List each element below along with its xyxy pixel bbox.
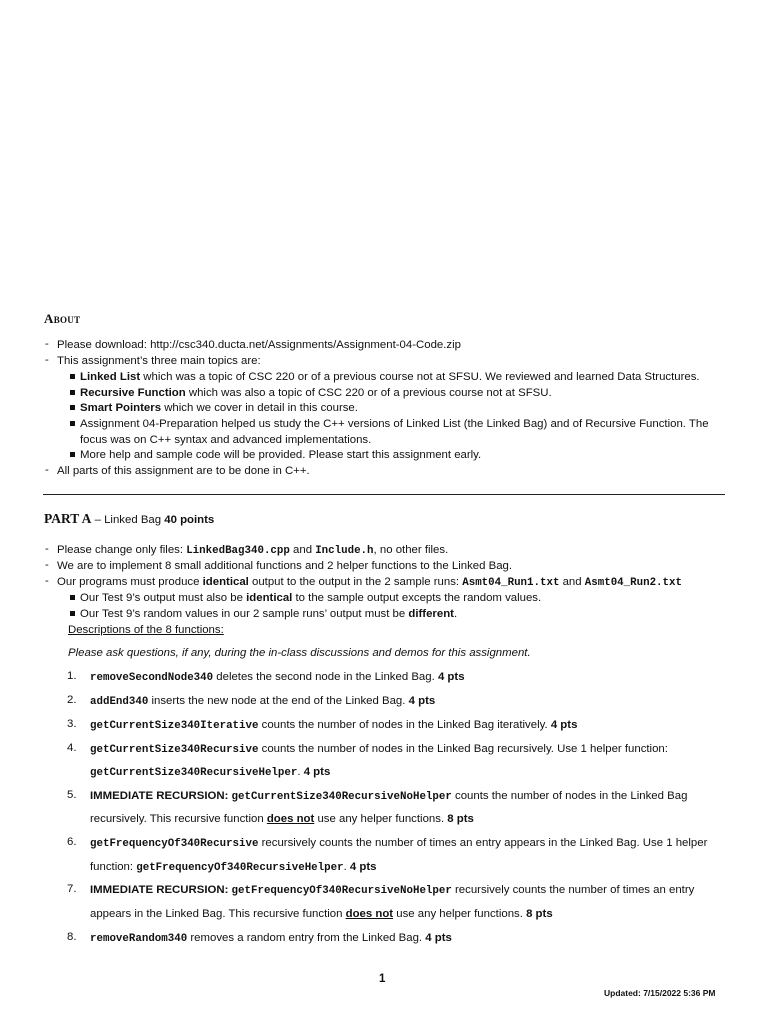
bullet-dash: - xyxy=(45,338,49,350)
function-item: addEnd340 inserts the new node at the end of the Linked Bag. 4 pts xyxy=(90,695,436,708)
page-number: 1 xyxy=(379,973,386,985)
list-number: 8. xyxy=(67,931,77,943)
function-item: getCurrentSize340Recursive counts the number of nodes in the Linked Bag recursively. Use 1 helper function: xyxy=(90,743,668,756)
list-number: 5. xyxy=(67,789,77,801)
function-item-continuation: function: getFrequencyOf340RecursiveHelper. 4 pts xyxy=(90,861,377,874)
all-parts-text: All parts of this assignment are to be done in C++. xyxy=(57,465,310,477)
list-number: 4. xyxy=(67,742,77,754)
ask-questions-text: Please ask questions, if any, during the in-class discussions and demos for this assignment. xyxy=(68,647,531,659)
bullet-dash: - xyxy=(45,575,49,587)
function-item-continuation: appears in the Linked Bag. This recursive function does not use any helper functions. 8 pts xyxy=(90,908,553,920)
download-text: Please download: http://csc340.ducta.net/Assignments/Assignment-04-Code.zip xyxy=(57,339,461,351)
function-item-continuation: getCurrentSize340RecursiveHelper. 4 pts xyxy=(90,766,331,779)
topic-item: Smart Pointers which we cover in detail in this course. xyxy=(80,402,358,414)
topic-item: Assignment 04-Preparation helped us study the C++ versions of Linked List (the Linked Bag) and of Recursive Function. The xyxy=(80,418,709,430)
square-bullet-icon xyxy=(70,611,75,616)
list-number: 3. xyxy=(67,718,77,730)
updated-timestamp: Updated: 7/15/2022 5:36 PM xyxy=(604,988,716,998)
function-item: getFrequencyOf340Recursive recursively counts the number of times an entry appears in the Linked Bag. Use 1 helper xyxy=(90,837,708,850)
bullet-dash: - xyxy=(45,354,49,366)
square-bullet-icon xyxy=(70,595,75,600)
square-bullet-icon xyxy=(70,452,75,457)
section-divider xyxy=(43,494,725,495)
about-heading: About xyxy=(44,311,81,326)
list-number: 7. xyxy=(67,883,77,895)
list-number: 2. xyxy=(67,694,77,706)
function-item: IMMEDIATE RECURSION: getCurrentSize340RecursiveNoHelper counts the number of nodes in the Linked Bag xyxy=(90,790,688,803)
list-number: 6. xyxy=(67,836,77,848)
bullet-dash: - xyxy=(45,559,49,571)
test9-different-text: Our Test 9’s random values in our 2 sample runs’ output must be different. xyxy=(80,608,458,620)
topic-item-continuation: focus was on C++ syntax and advanced implementations. xyxy=(80,434,372,446)
square-bullet-icon xyxy=(70,421,75,426)
square-bullet-icon xyxy=(70,405,75,410)
bullet-dash: - xyxy=(45,543,49,555)
descriptions-heading: Descriptions of the 8 functions: xyxy=(68,624,224,636)
function-item-continuation: recursively. This recursive function does not use any helper functions. 8 pts xyxy=(90,813,474,825)
function-item: removeSecondNode340 deletes the second node in the Linked Bag. 4 pts xyxy=(90,671,465,684)
function-item: IMMEDIATE RECURSION: getFrequencyOf340RecursiveNoHelper recursively counts the number of times an entry xyxy=(90,884,695,897)
topics-intro: This assignment’s three main topics are: xyxy=(57,355,261,367)
test9-identical-text: Our Test 9’s output must also be identical to the sample output excepts the random values. xyxy=(80,592,542,604)
part-a-heading: PART A – Linked Bag 40 points xyxy=(44,511,215,526)
list-number: 1. xyxy=(67,670,77,682)
square-bullet-icon xyxy=(70,390,75,395)
function-item: removeRandom340 removes a random entry from the Linked Bag. 4 pts xyxy=(90,932,452,945)
topic-item: Recursive Function which was also a topic of CSC 220 or of a previous course not at SFSU. xyxy=(80,387,552,399)
change-files-text: Please change only files: LinkedBag340.cpp and Include.h, no other files. xyxy=(57,544,449,557)
bullet-dash: - xyxy=(45,464,49,476)
function-item: getCurrentSize340Iterative counts the number of nodes in the Linked Bag iteratively. 4 pts xyxy=(90,719,578,732)
topic-item: More help and sample code will be provided. Please start this assignment early. xyxy=(80,449,482,461)
square-bullet-icon xyxy=(70,374,75,379)
produce-text: Our programs must produce identical output to the output in the 2 sample runs: Asmt04_Run1.txt and Asmt04_Run2.txt xyxy=(57,576,682,589)
implement-text: We are to implement 8 small additional functions and 2 helper functions to the Linked Bag. xyxy=(57,560,513,572)
topic-item: Linked List which was a topic of CSC 220 or of a previous course not at SFSU. We reviewed and learned Data Structures. xyxy=(80,371,700,383)
